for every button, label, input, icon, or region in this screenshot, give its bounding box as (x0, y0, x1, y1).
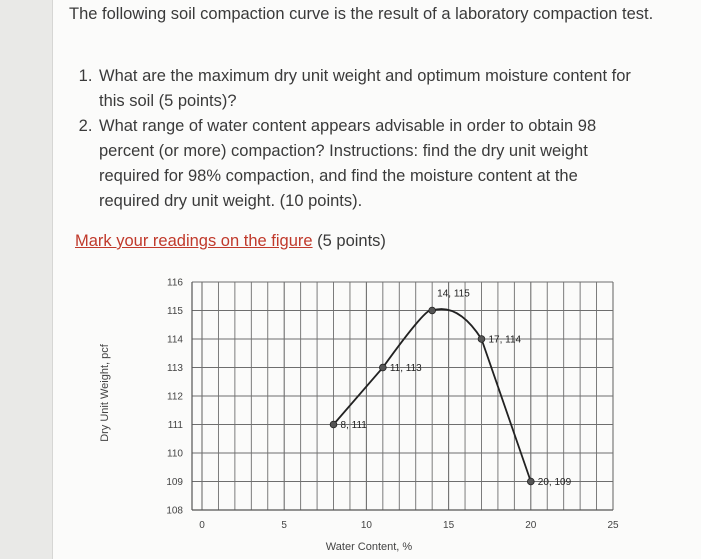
intro-text: The following soil compaction curve is the result of a laboratory compaction test. (69, 5, 654, 23)
question-page (52, 0, 701, 559)
data-point-label: 17, 114 (488, 334, 522, 346)
data-point-label: 8, 111 (340, 420, 367, 431)
x-tick-label: 5 (281, 520, 287, 531)
compaction-chart[interactable] (93, 268, 619, 558)
x-tick-label: 25 (607, 520, 619, 531)
chart-tick-labels (166, 278, 619, 532)
x-tick-label: 0 (199, 520, 205, 531)
y-tick-label: 111 (167, 420, 183, 431)
mark-instruction (75, 232, 386, 251)
x-axis-title: Water Content, % (325, 541, 413, 553)
data-point-label: 14, 115 (437, 288, 470, 300)
data-point-marker (478, 336, 485, 343)
data-point-marker (429, 307, 436, 314)
y-tick-label: 113 (167, 363, 183, 374)
question-list (79, 64, 637, 214)
mark-points: (5 points) (312, 232, 386, 250)
x-tick-label: 15 (443, 520, 455, 531)
x-tick-label: 20 (525, 520, 537, 531)
y-tick-label: 112 (167, 391, 183, 403)
data-point-label: 20, 109 (537, 477, 572, 488)
y-tick-label: 109 (166, 477, 183, 488)
y-tick-label: 108 (166, 505, 183, 517)
question-1: 1. What are the maximum dry unit weight and optimum moisture content for this soil (5 points)? (97, 64, 637, 114)
y-axis-title: Dry Unit Weight, pcf (99, 344, 111, 442)
y-tick-label: 116 (167, 277, 183, 289)
y-tick-label: 114 (167, 334, 183, 346)
mark-readings-link[interactable]: Mark your readings on the figure (75, 232, 313, 250)
x-tick-label: 10 (360, 520, 372, 531)
y-tick-label: 115 (167, 306, 183, 317)
data-point-label: 11, 113 (389, 363, 422, 374)
data-point-marker (527, 478, 534, 485)
data-point-marker (330, 421, 337, 428)
chart-point-labels (341, 289, 572, 489)
question-2: 2. What range of water content appears advisable in order to obtain 98 percent (or more) compaction? Instructions: find the dry unit weight required for 98% compaction, and find the moisture content at the required dry unit weight. (10 points). (97, 114, 637, 214)
y-tick-label: 110 (167, 448, 183, 460)
data-point-marker (379, 364, 386, 371)
chart-grid (192, 282, 613, 510)
